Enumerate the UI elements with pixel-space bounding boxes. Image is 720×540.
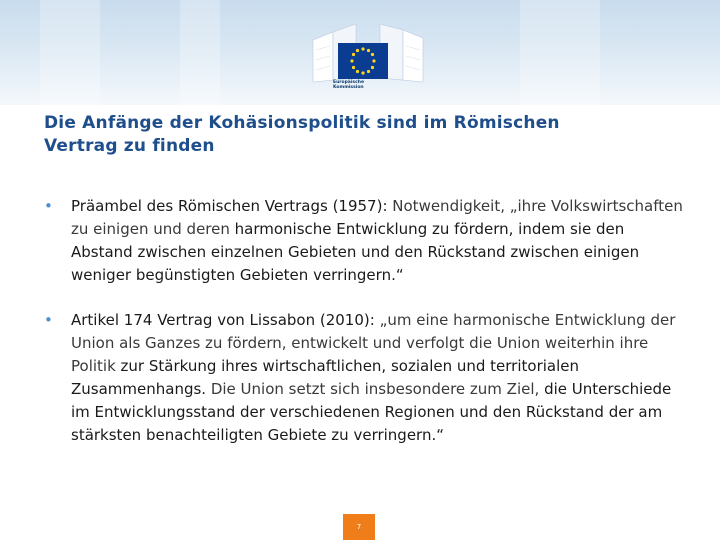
bullet-text <box>71 309 684 447</box>
bullet-dot-icon: • <box>44 197 53 215</box>
slide-title-line-1: Die Anfänge der Kohäsionspolitik sind im Römischen <box>44 113 560 133</box>
bullet-dot-icon: • <box>44 311 53 329</box>
page-number-badge: 7 <box>343 514 375 540</box>
header-decor-stripe <box>180 0 220 105</box>
bullet-item <box>44 309 684 447</box>
bullet-emphasis: die Unterschiede im Entwicklungsstand der verschiedenen Regionen und den Rückstand der am stärksten benachteiligten Gebiete zu verringern.“ <box>71 380 672 444</box>
logo-caption: Europäische Kommission <box>333 80 364 90</box>
bullet-emphasis: harmonische Entwicklung zu fördern, indem sie den Abstand zwischen einzelnen Gebieten und den Rückstand zwischen einigen weniger begünstigten Gebieten verringern.“ <box>71 220 640 284</box>
header-decor-stripe <box>40 0 100 105</box>
bullet-item <box>44 195 684 287</box>
bullet-text <box>71 195 684 287</box>
header-decor-stripe <box>520 0 600 105</box>
bullet-body: „um eine harmonische Entwicklung der Union als Ganzes zu fördern, entwickelt und verfolgt die Union weiterhin ihre Politik <box>71 311 676 375</box>
bullet-heading: Präambel des Römischen Vertrags (1957): <box>71 197 388 215</box>
bullet-body: Notwendigkeit, „ihre Volkswirtschaften zu einigen und deren <box>71 197 683 238</box>
bullet-list <box>44 195 684 447</box>
bullet-body: Die Union setzt sich insbesondere zum Ziel, <box>206 380 545 398</box>
bullet-emphasis: zur Stärkung ihres wirtschaftlichen, sozialen und territorialen Zusammenhangs. <box>71 357 579 398</box>
slide-title <box>44 112 684 158</box>
slide-title-line-2: Vertrag zu finden <box>44 136 215 156</box>
bullet-heading: Artikel 174 Vertrag von Lissabon (2010): <box>71 311 375 329</box>
